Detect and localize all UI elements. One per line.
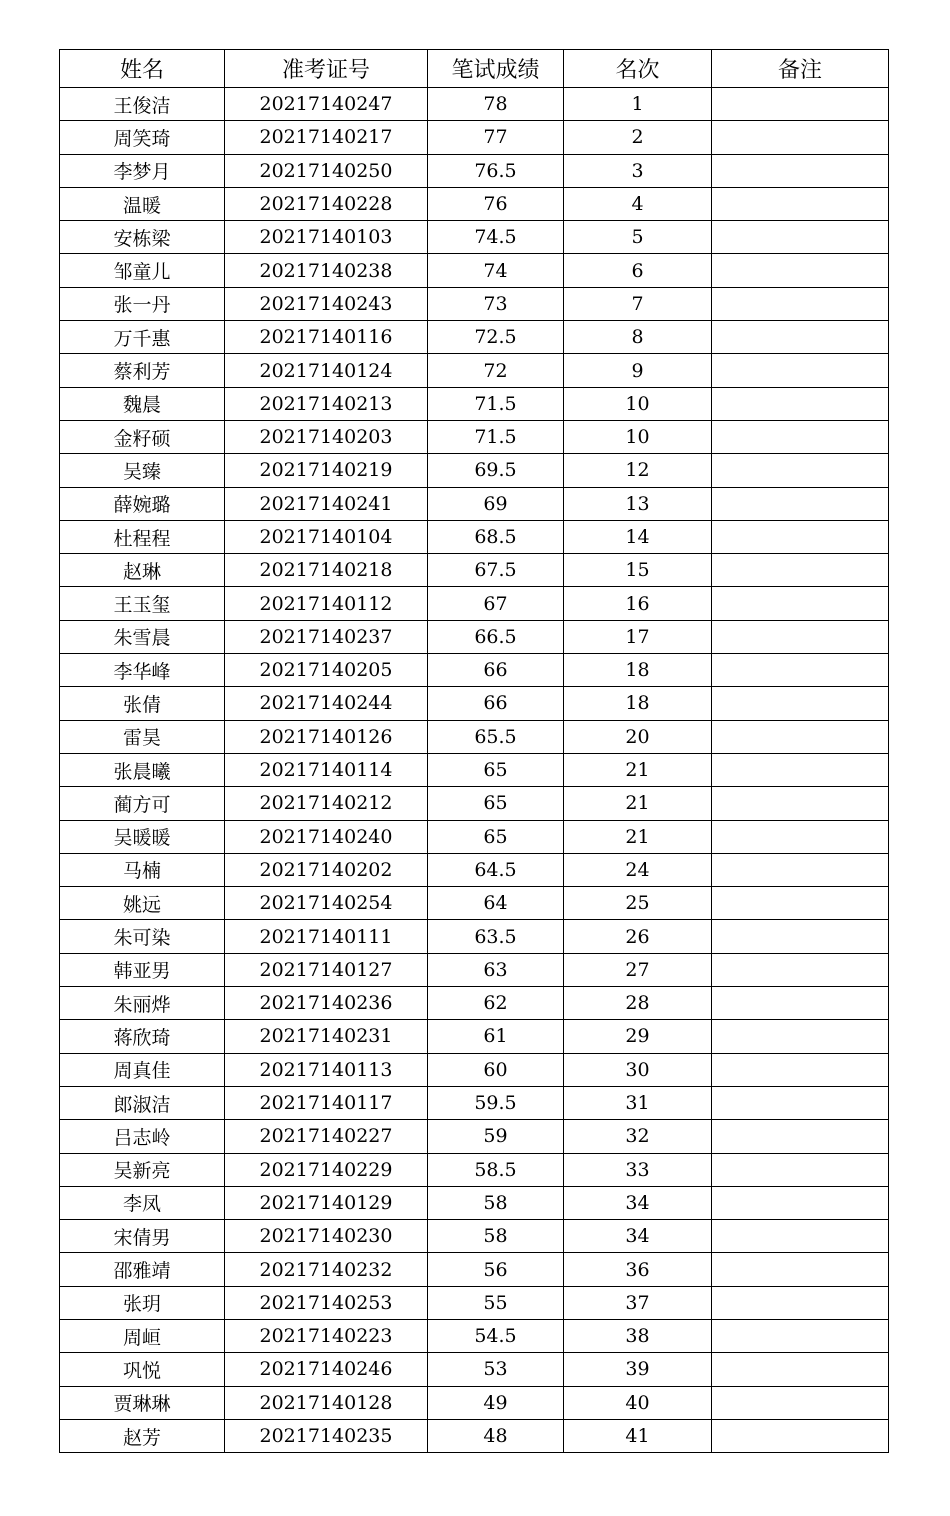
table-row bbox=[60, 254, 889, 287]
cell-written-score: 76 bbox=[428, 187, 564, 220]
cell-written-score: 72.5 bbox=[428, 321, 564, 354]
cell-rank: 2 bbox=[564, 121, 712, 154]
cell-written-score: 69.5 bbox=[428, 454, 564, 487]
cell-exam-id: 20217140127 bbox=[225, 953, 428, 986]
cell-exam-id: 20217140219 bbox=[225, 454, 428, 487]
cell-name: 蒋欣琦 bbox=[60, 1020, 225, 1053]
score-sheet bbox=[59, 49, 888, 1453]
cell-note bbox=[712, 1186, 889, 1219]
cell-exam-id: 20217140235 bbox=[225, 1419, 428, 1452]
cell-rank: 21 bbox=[564, 820, 712, 853]
cell-note bbox=[712, 88, 889, 121]
cell-name: 张晨曦 bbox=[60, 753, 225, 786]
cell-exam-id: 20217140205 bbox=[225, 654, 428, 687]
table-row bbox=[60, 154, 889, 187]
cell-name: 万千惠 bbox=[60, 321, 225, 354]
cell-name: 张玥 bbox=[60, 1286, 225, 1319]
cell-name: 朱可染 bbox=[60, 920, 225, 953]
cell-exam-id: 20217140104 bbox=[225, 520, 428, 553]
table-row bbox=[60, 920, 889, 953]
cell-written-score: 58 bbox=[428, 1186, 564, 1219]
cell-written-score: 65 bbox=[428, 787, 564, 820]
cell-note bbox=[712, 520, 889, 553]
cell-rank: 18 bbox=[564, 687, 712, 720]
cell-rank: 10 bbox=[564, 420, 712, 453]
cell-rank: 1 bbox=[564, 88, 712, 121]
cell-rank: 38 bbox=[564, 1319, 712, 1352]
cell-name: 邹童儿 bbox=[60, 254, 225, 287]
cell-note bbox=[712, 654, 889, 687]
table-row bbox=[60, 953, 889, 986]
cell-exam-id: 20217140230 bbox=[225, 1220, 428, 1253]
cell-rank: 21 bbox=[564, 787, 712, 820]
cell-written-score: 59 bbox=[428, 1120, 564, 1153]
table-row bbox=[60, 221, 889, 254]
cell-exam-id: 20217140243 bbox=[225, 287, 428, 320]
cell-name: 李凤 bbox=[60, 1186, 225, 1219]
table-row bbox=[60, 1319, 889, 1352]
table-body bbox=[60, 88, 889, 1453]
cell-name: 韩亚男 bbox=[60, 953, 225, 986]
cell-written-score: 69 bbox=[428, 487, 564, 520]
table-row bbox=[60, 1419, 889, 1452]
cell-written-score: 67.5 bbox=[428, 554, 564, 587]
header-rank: 名次 bbox=[564, 50, 712, 88]
cell-rank: 31 bbox=[564, 1086, 712, 1119]
cell-rank: 4 bbox=[564, 187, 712, 220]
cell-rank: 40 bbox=[564, 1386, 712, 1419]
cell-name: 朱雪晨 bbox=[60, 620, 225, 653]
cell-name: 贾琳琳 bbox=[60, 1386, 225, 1419]
cell-exam-id: 20217140228 bbox=[225, 187, 428, 220]
cell-exam-id: 20217140236 bbox=[225, 987, 428, 1020]
cell-exam-id: 20217140254 bbox=[225, 887, 428, 920]
table-row bbox=[60, 554, 889, 587]
cell-note bbox=[712, 487, 889, 520]
cell-exam-id: 20217140218 bbox=[225, 554, 428, 587]
cell-exam-id: 20217140217 bbox=[225, 121, 428, 154]
cell-exam-id: 20217140103 bbox=[225, 221, 428, 254]
cell-name: 安栋梁 bbox=[60, 221, 225, 254]
cell-exam-id: 20217140112 bbox=[225, 587, 428, 620]
cell-name: 吴新亮 bbox=[60, 1153, 225, 1186]
cell-written-score: 66 bbox=[428, 687, 564, 720]
cell-written-score: 74 bbox=[428, 254, 564, 287]
cell-exam-id: 20217140213 bbox=[225, 387, 428, 420]
table-row bbox=[60, 1153, 889, 1186]
cell-exam-id: 20217140240 bbox=[225, 820, 428, 853]
cell-written-score: 68.5 bbox=[428, 520, 564, 553]
cell-name: 宋倩男 bbox=[60, 1220, 225, 1253]
table-row bbox=[60, 887, 889, 920]
cell-rank: 9 bbox=[564, 354, 712, 387]
cell-written-score: 56 bbox=[428, 1253, 564, 1286]
cell-exam-id: 20217140113 bbox=[225, 1053, 428, 1086]
cell-written-score: 64 bbox=[428, 887, 564, 920]
cell-written-score: 65 bbox=[428, 820, 564, 853]
cell-exam-id: 20217140229 bbox=[225, 1153, 428, 1186]
cell-name: 温暖 bbox=[60, 187, 225, 220]
cell-written-score: 66.5 bbox=[428, 620, 564, 653]
cell-rank: 41 bbox=[564, 1419, 712, 1452]
cell-name: 李华峰 bbox=[60, 654, 225, 687]
table-row bbox=[60, 587, 889, 620]
table-row bbox=[60, 354, 889, 387]
cell-note bbox=[712, 554, 889, 587]
cell-name: 王俊洁 bbox=[60, 88, 225, 121]
cell-name: 蔺方可 bbox=[60, 787, 225, 820]
table-row bbox=[60, 787, 889, 820]
cell-exam-id: 20217140231 bbox=[225, 1020, 428, 1053]
cell-written-score: 67 bbox=[428, 587, 564, 620]
cell-written-score: 63.5 bbox=[428, 920, 564, 953]
cell-exam-id: 20217140227 bbox=[225, 1120, 428, 1153]
cell-exam-id: 20217140238 bbox=[225, 254, 428, 287]
cell-exam-id: 20217140232 bbox=[225, 1253, 428, 1286]
cell-written-score: 53 bbox=[428, 1353, 564, 1386]
cell-note bbox=[712, 720, 889, 753]
cell-rank: 12 bbox=[564, 454, 712, 487]
cell-rank: 8 bbox=[564, 321, 712, 354]
table-row bbox=[60, 1353, 889, 1386]
table-row bbox=[60, 88, 889, 121]
cell-written-score: 78 bbox=[428, 88, 564, 121]
cell-name: 吕志岭 bbox=[60, 1120, 225, 1153]
cell-note bbox=[712, 454, 889, 487]
table-row bbox=[60, 853, 889, 886]
table-row bbox=[60, 321, 889, 354]
cell-note bbox=[712, 221, 889, 254]
score-table bbox=[59, 49, 889, 1453]
cell-rank: 27 bbox=[564, 953, 712, 986]
cell-rank: 16 bbox=[564, 587, 712, 620]
cell-note bbox=[712, 1153, 889, 1186]
table-row bbox=[60, 287, 889, 320]
table-row bbox=[60, 387, 889, 420]
cell-name: 周峘 bbox=[60, 1319, 225, 1352]
cell-rank: 34 bbox=[564, 1186, 712, 1219]
table-row bbox=[60, 1286, 889, 1319]
cell-name: 魏晨 bbox=[60, 387, 225, 420]
table-row bbox=[60, 487, 889, 520]
table-header bbox=[60, 50, 889, 88]
cell-note bbox=[712, 987, 889, 1020]
cell-name: 吴暖暖 bbox=[60, 820, 225, 853]
cell-note bbox=[712, 887, 889, 920]
cell-name: 赵芳 bbox=[60, 1419, 225, 1452]
cell-exam-id: 20217140126 bbox=[225, 720, 428, 753]
cell-note bbox=[712, 1120, 889, 1153]
table-row bbox=[60, 1020, 889, 1053]
cell-written-score: 71.5 bbox=[428, 420, 564, 453]
cell-exam-id: 20217140253 bbox=[225, 1286, 428, 1319]
cell-exam-id: 20217140212 bbox=[225, 787, 428, 820]
cell-note bbox=[712, 121, 889, 154]
cell-rank: 37 bbox=[564, 1286, 712, 1319]
cell-rank: 15 bbox=[564, 554, 712, 587]
table-row bbox=[60, 820, 889, 853]
table-row bbox=[60, 720, 889, 753]
header-exam-id: 准考证号 bbox=[225, 50, 428, 88]
cell-name: 姚远 bbox=[60, 887, 225, 920]
cell-name: 马楠 bbox=[60, 853, 225, 886]
table-row bbox=[60, 654, 889, 687]
cell-exam-id: 20217140124 bbox=[225, 354, 428, 387]
cell-name: 蔡利芳 bbox=[60, 354, 225, 387]
header-row bbox=[60, 50, 889, 88]
table-row bbox=[60, 1220, 889, 1253]
cell-exam-id: 20217140114 bbox=[225, 753, 428, 786]
table-row bbox=[60, 620, 889, 653]
cell-name: 吴臻 bbox=[60, 454, 225, 487]
cell-exam-id: 20217140203 bbox=[225, 420, 428, 453]
cell-rank: 6 bbox=[564, 254, 712, 287]
cell-note bbox=[712, 354, 889, 387]
cell-note bbox=[712, 920, 889, 953]
cell-note bbox=[712, 820, 889, 853]
cell-note bbox=[712, 687, 889, 720]
table-row bbox=[60, 753, 889, 786]
cell-exam-id: 20217140129 bbox=[225, 1186, 428, 1219]
cell-note bbox=[712, 753, 889, 786]
cell-rank: 24 bbox=[564, 853, 712, 886]
cell-name: 金籽硕 bbox=[60, 420, 225, 453]
cell-written-score: 65 bbox=[428, 753, 564, 786]
cell-rank: 29 bbox=[564, 1020, 712, 1053]
cell-exam-id: 20217140246 bbox=[225, 1353, 428, 1386]
cell-rank: 36 bbox=[564, 1253, 712, 1286]
cell-note bbox=[712, 287, 889, 320]
cell-note bbox=[712, 1353, 889, 1386]
cell-name: 周真佳 bbox=[60, 1053, 225, 1086]
cell-name: 王玉玺 bbox=[60, 587, 225, 620]
cell-rank: 25 bbox=[564, 887, 712, 920]
table-row bbox=[60, 420, 889, 453]
cell-note bbox=[712, 1286, 889, 1319]
cell-note bbox=[712, 953, 889, 986]
cell-name: 邵雅靖 bbox=[60, 1253, 225, 1286]
table-row bbox=[60, 1186, 889, 1219]
cell-name: 薛婉璐 bbox=[60, 487, 225, 520]
cell-written-score: 64.5 bbox=[428, 853, 564, 886]
cell-rank: 14 bbox=[564, 520, 712, 553]
cell-written-score: 73 bbox=[428, 287, 564, 320]
cell-note bbox=[712, 154, 889, 187]
cell-written-score: 61 bbox=[428, 1020, 564, 1053]
cell-note bbox=[712, 1386, 889, 1419]
cell-note bbox=[712, 1319, 889, 1352]
header-name: 姓名 bbox=[60, 50, 225, 88]
cell-name: 雷昊 bbox=[60, 720, 225, 753]
cell-exam-id: 20217140117 bbox=[225, 1086, 428, 1119]
cell-name: 巩悦 bbox=[60, 1353, 225, 1386]
cell-name: 周笑琦 bbox=[60, 121, 225, 154]
cell-note bbox=[712, 1253, 889, 1286]
cell-name: 杜程程 bbox=[60, 520, 225, 553]
table-row bbox=[60, 520, 889, 553]
cell-note bbox=[712, 420, 889, 453]
header-note: 备注 bbox=[712, 50, 889, 88]
table-row bbox=[60, 1120, 889, 1153]
cell-name: 李梦月 bbox=[60, 154, 225, 187]
table-row bbox=[60, 1086, 889, 1119]
table-row bbox=[60, 687, 889, 720]
cell-rank: 28 bbox=[564, 987, 712, 1020]
table-row bbox=[60, 1053, 889, 1086]
cell-note bbox=[712, 853, 889, 886]
cell-rank: 20 bbox=[564, 720, 712, 753]
cell-written-score: 63 bbox=[428, 953, 564, 986]
cell-rank: 18 bbox=[564, 654, 712, 687]
cell-written-score: 71.5 bbox=[428, 387, 564, 420]
cell-written-score: 54.5 bbox=[428, 1319, 564, 1352]
cell-exam-id: 20217140223 bbox=[225, 1319, 428, 1352]
cell-written-score: 72 bbox=[428, 354, 564, 387]
cell-name: 张倩 bbox=[60, 687, 225, 720]
cell-note bbox=[712, 321, 889, 354]
cell-written-score: 58.5 bbox=[428, 1153, 564, 1186]
cell-rank: 13 bbox=[564, 487, 712, 520]
cell-rank: 26 bbox=[564, 920, 712, 953]
cell-exam-id: 20217140241 bbox=[225, 487, 428, 520]
cell-note bbox=[712, 187, 889, 220]
cell-exam-id: 20217140247 bbox=[225, 88, 428, 121]
cell-rank: 21 bbox=[564, 753, 712, 786]
cell-written-score: 74.5 bbox=[428, 221, 564, 254]
table-row bbox=[60, 187, 889, 220]
cell-rank: 10 bbox=[564, 387, 712, 420]
cell-rank: 34 bbox=[564, 1220, 712, 1253]
cell-rank: 33 bbox=[564, 1153, 712, 1186]
cell-rank: 7 bbox=[564, 287, 712, 320]
cell-exam-id: 20217140111 bbox=[225, 920, 428, 953]
cell-note bbox=[712, 587, 889, 620]
cell-written-score: 48 bbox=[428, 1419, 564, 1452]
cell-rank: 17 bbox=[564, 620, 712, 653]
table-row bbox=[60, 987, 889, 1020]
table-row bbox=[60, 1253, 889, 1286]
cell-written-score: 66 bbox=[428, 654, 564, 687]
cell-note bbox=[712, 1053, 889, 1086]
cell-written-score: 58 bbox=[428, 1220, 564, 1253]
cell-written-score: 62 bbox=[428, 987, 564, 1020]
cell-written-score: 59.5 bbox=[428, 1086, 564, 1119]
cell-exam-id: 20217140237 bbox=[225, 620, 428, 653]
header-written-score: 笔试成绩 bbox=[428, 50, 564, 88]
cell-exam-id: 20217140250 bbox=[225, 154, 428, 187]
cell-written-score: 49 bbox=[428, 1386, 564, 1419]
table-row bbox=[60, 454, 889, 487]
cell-rank: 3 bbox=[564, 154, 712, 187]
cell-name: 张一丹 bbox=[60, 287, 225, 320]
cell-name: 朱丽烨 bbox=[60, 987, 225, 1020]
cell-written-score: 60 bbox=[428, 1053, 564, 1086]
cell-written-score: 55 bbox=[428, 1286, 564, 1319]
cell-note bbox=[712, 787, 889, 820]
cell-exam-id: 20217140116 bbox=[225, 321, 428, 354]
cell-written-score: 77 bbox=[428, 121, 564, 154]
cell-exam-id: 20217140202 bbox=[225, 853, 428, 886]
cell-exam-id: 20217140244 bbox=[225, 687, 428, 720]
cell-exam-id: 20217140128 bbox=[225, 1386, 428, 1419]
cell-note bbox=[712, 387, 889, 420]
cell-note bbox=[712, 254, 889, 287]
cell-rank: 39 bbox=[564, 1353, 712, 1386]
cell-rank: 5 bbox=[564, 221, 712, 254]
cell-note bbox=[712, 1220, 889, 1253]
cell-note bbox=[712, 1419, 889, 1452]
cell-written-score: 65.5 bbox=[428, 720, 564, 753]
cell-rank: 32 bbox=[564, 1120, 712, 1153]
cell-name: 赵琳 bbox=[60, 554, 225, 587]
cell-rank: 30 bbox=[564, 1053, 712, 1086]
table-row bbox=[60, 121, 889, 154]
cell-name: 郎淑洁 bbox=[60, 1086, 225, 1119]
table-row bbox=[60, 1386, 889, 1419]
cell-note bbox=[712, 1020, 889, 1053]
cell-note bbox=[712, 1086, 889, 1119]
cell-written-score: 76.5 bbox=[428, 154, 564, 187]
cell-note bbox=[712, 620, 889, 653]
